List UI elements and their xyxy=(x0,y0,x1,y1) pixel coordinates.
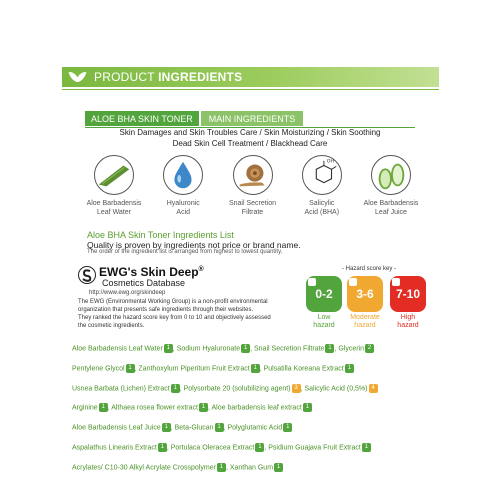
ingredient-name: Glycerin xyxy=(338,345,365,353)
hazard-score-badge: 2 xyxy=(365,344,374,353)
header-divider xyxy=(62,89,439,90)
ingredient-name: Pulsatilla Koreana Extract xyxy=(263,365,344,373)
ingredient-item: Hyaluronic Acid xyxy=(154,155,212,217)
aloe-leaf-icon xyxy=(94,155,134,195)
ingredient-item: Aloe Barbadensis Leaf Water xyxy=(85,155,143,217)
hazard-score-badge: 1 xyxy=(99,403,108,412)
ingredient-name: Portulaca Oleracea Extract xyxy=(170,444,255,452)
ewg-subtitle: Cosmetics Database xyxy=(102,278,186,288)
hazard-score-badge: 1 xyxy=(283,423,292,432)
care-line-2: Dead Skin Cell Treatment / Blackhead Care xyxy=(172,139,328,148)
snail-icon xyxy=(233,155,273,195)
ewg-description: The EWG (Environmental Working Group) is a non-profit environmental organization that presents safe ingredients through their websites. They ranked the hazard score key from 0 to 10 and objectively assessed the cosmetic ingredients. xyxy=(78,299,271,329)
hazard-score-badge: 1 xyxy=(255,443,264,452)
salicylic-acid-structure-icon xyxy=(302,155,342,195)
ingredient-name: Usnea Barbata (Lichen) Extract xyxy=(72,384,170,392)
section-header xyxy=(62,67,439,87)
quality-statement: Quality is proven by ingredients not price or brand name. xyxy=(87,240,301,250)
care-line-1: Skin Damages and Skin Troubles Care / Skin Moisturizing / Skin Soothing xyxy=(119,128,381,137)
hazard-score-badge: 4 xyxy=(369,384,378,393)
main-ingredients-row xyxy=(85,155,420,217)
ingredient-name: Snail Secretion Filtrate xyxy=(254,345,325,353)
ewg-url[interactable]: http://www.ewg.org/skindeep xyxy=(89,290,166,296)
care-benefits xyxy=(60,127,440,149)
ewg-title: EWG's Skin Deep® xyxy=(99,265,204,279)
hazard-score-badge: 1 xyxy=(199,403,208,412)
hazard-score-badge: 1 xyxy=(362,443,371,452)
ingredient-list xyxy=(72,344,442,483)
ingredient-name: Aloe Barbadensis Leaf Water xyxy=(72,345,163,353)
moderate-hazard-label: Moderate hazard xyxy=(350,314,380,329)
water-drop-icon xyxy=(163,155,203,195)
ingredient-name: Aloe Barbadensis Leaf Juice xyxy=(72,424,161,432)
hazard-score-badge: 1 xyxy=(251,364,260,373)
ingredient-line: Aloe Barbadensis Leaf Water 1 , Sodium Hyaluronate 1 , Snail Secretion Filtrate 1 , Glycerin 2 xyxy=(72,344,442,354)
list-title: Aloe BHA Skin Toner Ingredients List xyxy=(87,230,234,240)
hazard-score-badge: 1 xyxy=(162,423,171,432)
ewg-logo-icon xyxy=(78,265,96,285)
hazard-score-badge: 1 xyxy=(171,384,180,393)
product-name-tab: ALOE BHA SKIN TONER xyxy=(85,111,199,126)
hazard-score-badge: 1 xyxy=(126,364,135,373)
ingredient-line: Pentylene Glycol 1 , Zanthoxylum Piperitum Fruit Extract 1 , Pulsatilla Koreana Extract 1 xyxy=(72,364,442,374)
low-hazard-label: Low hazard xyxy=(313,314,335,329)
ingredient-name: Polyglutamic Acid xyxy=(227,424,283,432)
hazard-key-title: - Hazard score key - xyxy=(342,266,397,272)
hazard-score-badge: 1 xyxy=(303,403,312,412)
hazard-score-badge: 1 xyxy=(345,364,354,373)
main-ingredients-tab: MAIN INGREDIENTS xyxy=(201,111,304,126)
svg-text:OH: OH xyxy=(326,159,334,165)
ingredient-name: Salicylic Acid (0,5%) xyxy=(304,384,368,392)
ingredient-item: Aloe Barbadensis Leaf Juice xyxy=(362,155,420,217)
ingredient-line: Usnea Barbata (Lichen) Extract 1 , Polysorbate 20 (solubilizing agent) 3 , Salicylic Acid (0,5%) 4 xyxy=(72,384,442,394)
ingredient-item: OH Salicylic Acid (BHA) xyxy=(293,155,351,217)
low-hazard-badge: 0-2 xyxy=(306,276,342,312)
ingredient-name: Sodium Hyaluronate xyxy=(176,345,241,353)
ingredient-line: Aloe Barbadensis Leaf Juice 1 , Beta-Glucan 1 , Polyglutamic Acid 1 xyxy=(72,423,442,433)
ingredient-name: Zanthoxylum Piperitum Fruit Extract xyxy=(138,365,250,373)
order-note: The order of the ingredient list is arranged from highest to lowest quantity. xyxy=(87,249,283,255)
ingredient-name: Psidium Guajava Fruit Extract xyxy=(268,444,361,452)
hazard-score-badge: 1 xyxy=(274,463,283,472)
ingredient-name: Pentylene Glycol xyxy=(72,365,125,373)
hazard-score-badge: 1 xyxy=(215,423,224,432)
hazard-score-badge: 1 xyxy=(158,443,167,452)
section-title: PRODUCT INGREDIENTS xyxy=(94,70,243,84)
ingredient-name: Arginine xyxy=(72,404,98,412)
hazard-score-badge: 1 xyxy=(217,463,226,472)
ingredient-name: Beta-Glucan xyxy=(174,424,214,432)
ingredient-line: Arginine 1 , Althaea rosea flower extract 1 , Aloe barbadensis leaf extract 1 xyxy=(72,403,442,413)
ingredient-line: Aspalathus Linearis Extract 1 , Portulaca Oleracea Extract 1 , Psidium Guajava Fruit Extract 1 xyxy=(72,443,442,453)
hazard-score-badge: 3 xyxy=(292,384,301,393)
leaf-icon xyxy=(70,71,86,83)
ingredient-name: Althaea rosea flower extract xyxy=(111,404,198,412)
ingredient-item: Snail Secretion Filtrate xyxy=(224,155,282,217)
ingredient-name: Polysorbate 20 (solubilizing agent) xyxy=(183,384,291,392)
ingredient-name: Aspalathus Linearis Extract xyxy=(72,444,157,452)
hazard-score-badge: 1 xyxy=(164,344,173,353)
ingredient-name: Acrylates/ C10-30 Alkyl Acrylate Crosspolymer xyxy=(72,464,216,472)
hazard-score-badge: 1 xyxy=(241,344,250,353)
product-tabs xyxy=(85,111,303,126)
high-hazard-badge: 7-10 xyxy=(390,276,426,312)
ingredient-line: Acrylates/ C10-30 Alkyl Acrylate Crosspolymer 1 , Xanthan Gum 1 xyxy=(72,463,442,473)
hazard-score-badge: 1 xyxy=(325,344,334,353)
high-hazard-label: High hazard xyxy=(397,314,419,329)
aloe-leaf-juice-icon xyxy=(371,155,411,195)
ingredient-name: Aloe barbadensis leaf extract xyxy=(211,404,302,412)
moderate-hazard-badge: 3-6 xyxy=(347,276,383,312)
ingredient-name: Xanthan Gum xyxy=(229,464,274,472)
